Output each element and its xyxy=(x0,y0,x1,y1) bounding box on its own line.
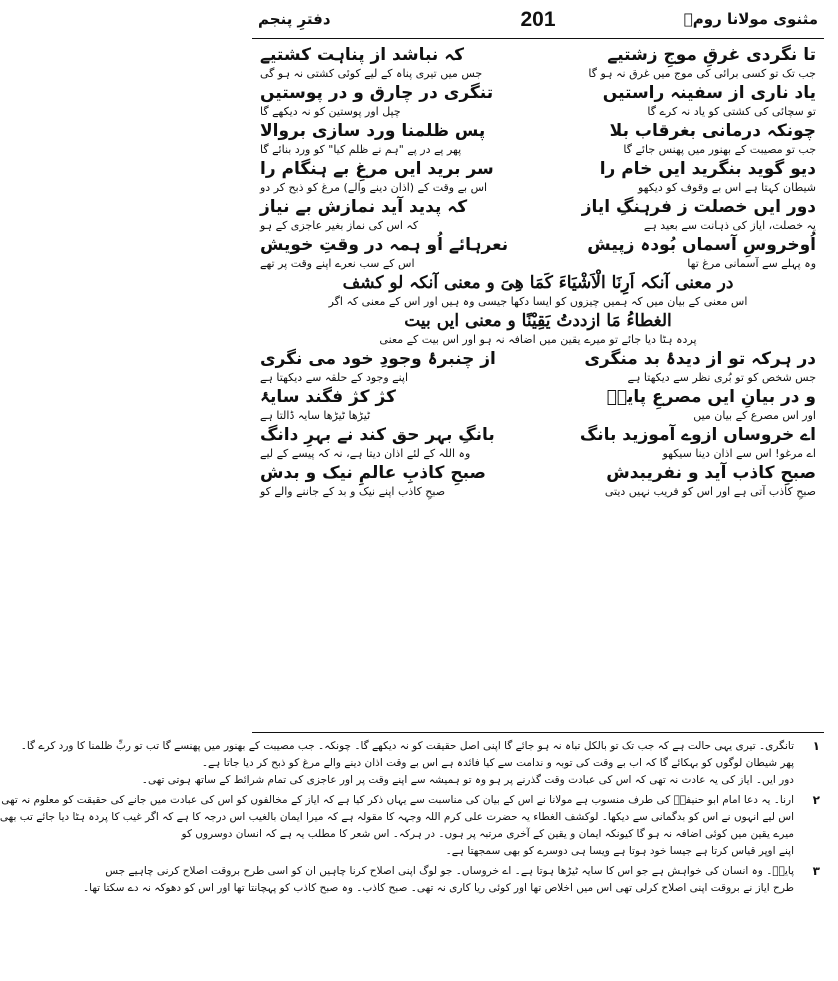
verse-hemistich-second: کہ نباشد از پناہت کشتیے xyxy=(260,45,465,65)
verse-hemistich-first: اے خروساں ازوے آموزید بانگ xyxy=(579,425,816,445)
footnote xyxy=(20,738,824,789)
verse-line xyxy=(252,234,824,256)
verse-hemistich-first: دیو گوید بنگرید ایں خام را xyxy=(599,159,816,179)
translation-second: چپل اور پوستین کو نہ دیکھے گا xyxy=(260,105,401,118)
heading-line xyxy=(252,310,824,332)
translation-first: تو سچائی کی کشتی کو یاد نہ کرے گا xyxy=(647,105,816,118)
verse-hemistich-first: در ہرکہ تو از دیدۂ بد منگری xyxy=(584,349,816,369)
footnote-line: اپنے اوپر قیاس کرتا ہے جیسا خود ہوتا ہے ویسا ہی دوسرے کو بھی سمجھتا ہے۔ xyxy=(445,845,794,857)
verse-hemistich-first: یاد ناری از سفینہ راستیں xyxy=(602,83,816,103)
translation-second: جس میں تیری پناہ کے لیے کوئی کشتی نہ ہو گی xyxy=(260,67,483,80)
couplet xyxy=(252,234,824,272)
translation-first: اور اس مصرع کے بیان میں xyxy=(693,409,816,422)
footnote-number: ۳ xyxy=(812,864,820,878)
footnotes-divider xyxy=(252,732,824,733)
translation-first: وہ پہلے سے آسمانی مرغ تھا xyxy=(687,257,816,270)
verses-section xyxy=(252,44,824,500)
footnote-line: پھر شیطان لوگوں کو بہکائے گا کہ اب بے وقت کی توبہ و ندامت سے کیا فائدہ ہے اس بے وقت اذان دینے والے مرغ کو ذبح کر دیا جاتا ہے۔ xyxy=(201,757,794,769)
header-divider xyxy=(252,38,824,39)
couplet xyxy=(252,44,824,82)
footnote-number: ۱ xyxy=(812,739,820,753)
couplet xyxy=(252,424,824,462)
couplet xyxy=(252,158,824,196)
verse-hemistich-first: تا نگردی غرقِ موجِ زشتیے xyxy=(607,45,816,65)
footnote-line: ارنا۔ یہ دعا امام ابو حنیفہؒ کی طرف منسوب ہے مولانا نے اس کے بیان کی مناسبت سے یہاں ذکر کیا ہے کہ ایاز کے مخالفوں کو اس کی عبادت میں جانے کی حقیقت کو معلوم نہ تھی xyxy=(1,794,794,806)
footnote xyxy=(82,863,824,897)
footnote-line: تانگری۔ تیری یہی حالت ہے کہ جب تک تو بالکل تباہ نہ ہو جائے گا اپنی اصل حقیقت کو نہ دیکھے گا۔ چونکہ۔ جب مصیبت کے بھنور میں پھنسے گا تب تو ربِّ ظلمنا کا ورد کرے گا۔ xyxy=(20,740,794,752)
volume-title: دفترِ پنجم xyxy=(258,10,331,28)
translation-line xyxy=(252,446,824,462)
verse-line xyxy=(252,424,824,446)
verse-hemistich-second: سر برید ایں مرغِ بے ہنگام را xyxy=(260,159,494,179)
page-header xyxy=(252,8,824,38)
footnote-line: پایہؑ۔ وہ انسان کی خواہش ہے جو اس کا سایہ ٹیڑھا ہوتا ہے۔ اے خروساں۔ جو لوگ اپنی اصلاح کرنا چاہیں ان کو اسی طرح بروقت اصلاح کرنی چاہیے جس xyxy=(105,865,794,877)
couplet xyxy=(252,82,824,120)
translation-line xyxy=(252,104,824,120)
translation-line xyxy=(252,66,824,82)
translation-second: اس کے سب نعرے اپنے وقت پر تھے xyxy=(260,257,415,270)
translation-line xyxy=(252,256,824,272)
verse-hemistich-second: کژ کژ فگند سایۂ xyxy=(260,387,396,407)
verse-hemistich-second: پس ظلمنا ورد سازی بروالا xyxy=(260,121,486,141)
footnote-line: اس لیے انہوں نے اس کو بدگمانی سے دیکھا۔ لوکشف الغطاء یہ حضرت علی کرم اللہ وجہہ کا مقولہ ہے کہ میرا ایمان بالغیب اس درجہ کا ہے کہ اگر غیب کا پردہ ہٹا دیا جائے تب بھی xyxy=(0,811,794,823)
verse-hemistich-second: از چنبرۂ وجودِ خود می نگری xyxy=(260,349,496,369)
footnote-line: دور ایں۔ ایاز کی یہ عادت نہ تھی کہ اس کی عبادت وقت گذرنے پر ہو وہ تو ہمیشہ سے اپنے وقت پر اور عاجزی کی تمام شرائط کے ساتھ ہوتی تھی۔ xyxy=(141,774,794,786)
footnote-line: طرح ایاز نے بروقت اپنی اصلاح کرلی تھی اس میں اخلاص تھا اور کوئی ریا کاری نہ تھی۔ صبح کاذب۔ وہ صبح کاذب کو پہچانتا تھا اور اس کو دھوکہ نہ دے سکتا تھا۔ xyxy=(82,882,794,894)
couplet xyxy=(252,386,824,424)
verse-hemistich-second: نعرہائے اُو ہمہ در وقتِ خویش xyxy=(260,235,509,255)
book-title: مثنوی مولانا رومؒ xyxy=(683,10,818,28)
arabic-heading xyxy=(252,272,824,310)
heading-line xyxy=(252,272,824,294)
verse-hemistich-first: اُوخروسِ آسماں بُودہ زپیش xyxy=(587,235,816,255)
page-number: 201 xyxy=(520,8,556,31)
footnote xyxy=(0,792,824,860)
translation-line xyxy=(252,142,824,158)
translation-second: پھر پے در پے "ہم نے ظلم کیا" کو ورد بنائے گا xyxy=(260,143,462,156)
translation-second: اس بے وقت کے (اذان دینے والے) مرغ کو ذبح کر دو xyxy=(260,181,488,194)
translation-first: یہ خصلت، ایاز کی ذہانت سے بعید ہے xyxy=(643,219,816,232)
verse-hemistich-second: بانگِ بہر حق کند نے بہرِ دانگ xyxy=(260,425,495,445)
translation-line xyxy=(252,218,824,234)
verse-hemistich-first: صبحِ کاذب آید و نفریبدش xyxy=(606,463,816,483)
verse-line xyxy=(252,158,824,180)
arabic-heading xyxy=(252,310,824,348)
verse-hemistich-second: صبحِ کاذبِ عالمِ نیک و بدش xyxy=(260,463,486,483)
translation-first: جب تک تو کسی برائی کی موج میں غرق نہ ہو گا xyxy=(588,67,816,80)
verse-hemistich-second: تنگری در چارق و در پوستیں xyxy=(260,83,494,103)
verse-line xyxy=(252,348,824,370)
translation-first: جب تو مصیبت کے بھنور میں پھنس جائے گا xyxy=(623,143,816,156)
footnotes-section xyxy=(0,738,824,900)
translation-second: وہ اللہ کے لئے اذان دیتا ہے، نہ کہ پیسے کے لیے xyxy=(260,447,471,460)
translation-second: کہ اس کی نماز بغیر عاجزی کے ہو xyxy=(260,219,419,232)
translation-first: جس شخص کو تو بُری نظر سے دیکھتا ہے xyxy=(627,371,816,384)
couplet xyxy=(252,120,824,158)
translation-line xyxy=(252,408,824,424)
heading-translation xyxy=(252,294,824,310)
verse-line xyxy=(252,196,824,218)
couplet xyxy=(252,348,824,386)
translation-line xyxy=(252,484,824,500)
verse-hemistich-first: و در بیانِ ایں مصرعِ پایہؑ xyxy=(606,387,816,407)
translation-second: اپنے وجود کے حلقہ سے دیکھتا ہے xyxy=(260,371,409,384)
verse-hemistich-second: کہ پدید آید نمازش بے نیاز xyxy=(260,197,468,217)
verse-line xyxy=(252,82,824,104)
translation-line xyxy=(252,180,824,196)
verse-line xyxy=(252,386,824,408)
heading-translation-text: اس معنی کے بیان میں کہ ہمیں چیزوں کو ایسا دکھا جیسی وہ ہیں اور اس کے معنی کہ اگر xyxy=(328,295,748,308)
translation-line xyxy=(252,370,824,386)
verse-hemistich-first: دور ایں خصلت ز فرہنگِ ایاز xyxy=(581,197,816,217)
translation-second: صبحِ کاذب اپنے نیک و بد کے جاننے والے کو xyxy=(260,485,446,498)
verse-hemistich-first: چونکہ درمانی بغرقاب بلا xyxy=(609,121,816,141)
translation-first: شیطان کہتا ہے اس بے وقوف کو دیکھو xyxy=(637,181,816,194)
heading-text: در معنی آنکہ اَرِنَا الْاَشْیَاءَ کَمَا ھِیَ و معنی آنکہ لو کشف xyxy=(342,273,734,293)
couplet xyxy=(252,196,824,234)
heading-translation-text: پردہ ہٹا دیا جائے تو میرے یقین میں اضافہ نہ ہو اور اس بیت کے معنی xyxy=(379,333,697,346)
heading-translation xyxy=(252,332,824,348)
verse-line xyxy=(252,462,824,484)
couplet xyxy=(252,462,824,500)
heading-text: الغطاءُ مَا ازددتُ یَقِیْنًا و معنی ایں بیت xyxy=(404,311,672,331)
verse-line xyxy=(252,120,824,142)
footnote-line: میرے یقین میں کوئی اضافہ نہ ہو گا کیونکہ ایمان و یقین کے آخری مرتبہ پر ہوں۔ در ہرکہ۔ اس شعر کا مطلب یہ ہے کہ انسان دوسروں کو xyxy=(181,828,794,840)
verse-line xyxy=(252,44,824,66)
translation-first: اے مرغو! اس سے اذان دینا سیکھو xyxy=(662,447,816,460)
footnote-number: ۲ xyxy=(812,793,820,807)
translation-second: ٹیڑھا ٹیڑھا سایہ ڈالتا ہے xyxy=(260,409,371,422)
translation-first: صبحِ کاذب آتی ہے اور اس کو فریب نہیں دیتی xyxy=(604,485,816,498)
